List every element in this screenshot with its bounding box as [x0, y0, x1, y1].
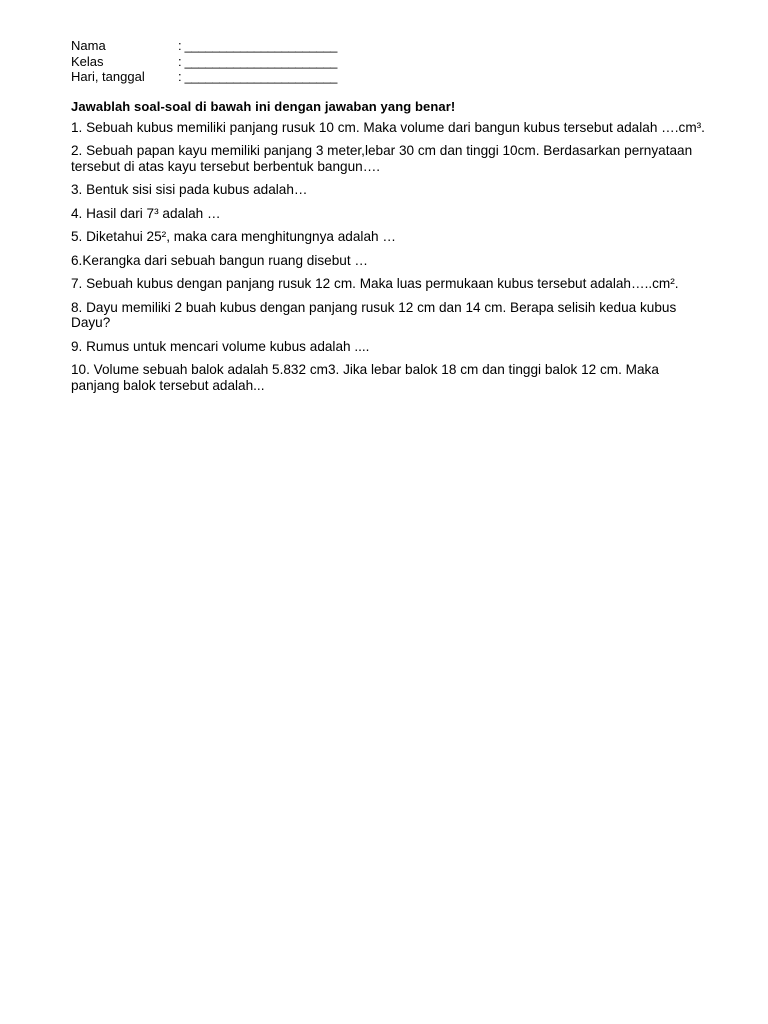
- info-line-kelas: : ______________________: [178, 53, 338, 69]
- question-item-7: 7. Sebuah kubus dengan panjang rusuk 12 cm. Maka luas permukaan kubus tersebut adalah…..cm².: [71, 276, 679, 291]
- question-item-6: 6.Kerangka dari sebuah bangun ruang disebut …: [71, 252, 369, 268]
- instruction-heading: Jawablah soal-soal di bawah ini dengan jawaban yang benar!: [71, 98, 456, 114]
- question-item-4: 4. Hasil dari 7³ adalah …: [71, 205, 221, 221]
- question-item-2: 2. Sebuah papan kayu memiliki panjang 3 meter,lebar 30 cm dan tinggi 10cm. Berdasarkan pernyataan tersebut di atas kayu tersebut berbentuk bangun….: [71, 143, 693, 174]
- question-item-1: 1. Sebuah kubus memiliki panjang rusuk 10 cm. Maka volume dari bangun kubus tersebut adalah ….cm³.: [71, 119, 705, 135]
- info-label-hari-tanggal: Hari, tanggal: [71, 69, 145, 84]
- question-list: [71, 120, 711, 394]
- info-label-nama: Nama: [71, 38, 106, 53]
- info-label-kelas: Kelas: [71, 53, 104, 69]
- worksheet-page: [71, 38, 711, 401]
- student-info-table: [71, 38, 337, 85]
- info-line-nama: : ______________________: [178, 38, 338, 53]
- question-item-8: 8. Dayu memiliki 2 buah kubus dengan panjang rusuk 12 cm dan 14 cm. Berapa selisih kedua kubus Dayu?: [71, 299, 677, 330]
- info-row-hari-tanggal: [71, 69, 337, 85]
- info-line-hari-tanggal: : ______________________: [178, 69, 338, 84]
- question-item-3: 3. Bentuk sisi sisi pada kubus adalah…: [71, 182, 308, 197]
- question-item-9: 9. Rumus untuk mencari volume kubus adalah ....: [71, 338, 370, 354]
- info-row-nama: [71, 38, 337, 54]
- question-item-10: 10. Volume sebuah balok adalah 5.832 cm3. Jika lebar balok 18 cm dan tinggi balok 12 cm. Maka panjang balok tersebut adalah...: [71, 362, 659, 393]
- question-item-5: 5. Diketahui 25², maka cara menghitungnya adalah …: [71, 229, 396, 244]
- info-row-kelas: [71, 54, 337, 70]
